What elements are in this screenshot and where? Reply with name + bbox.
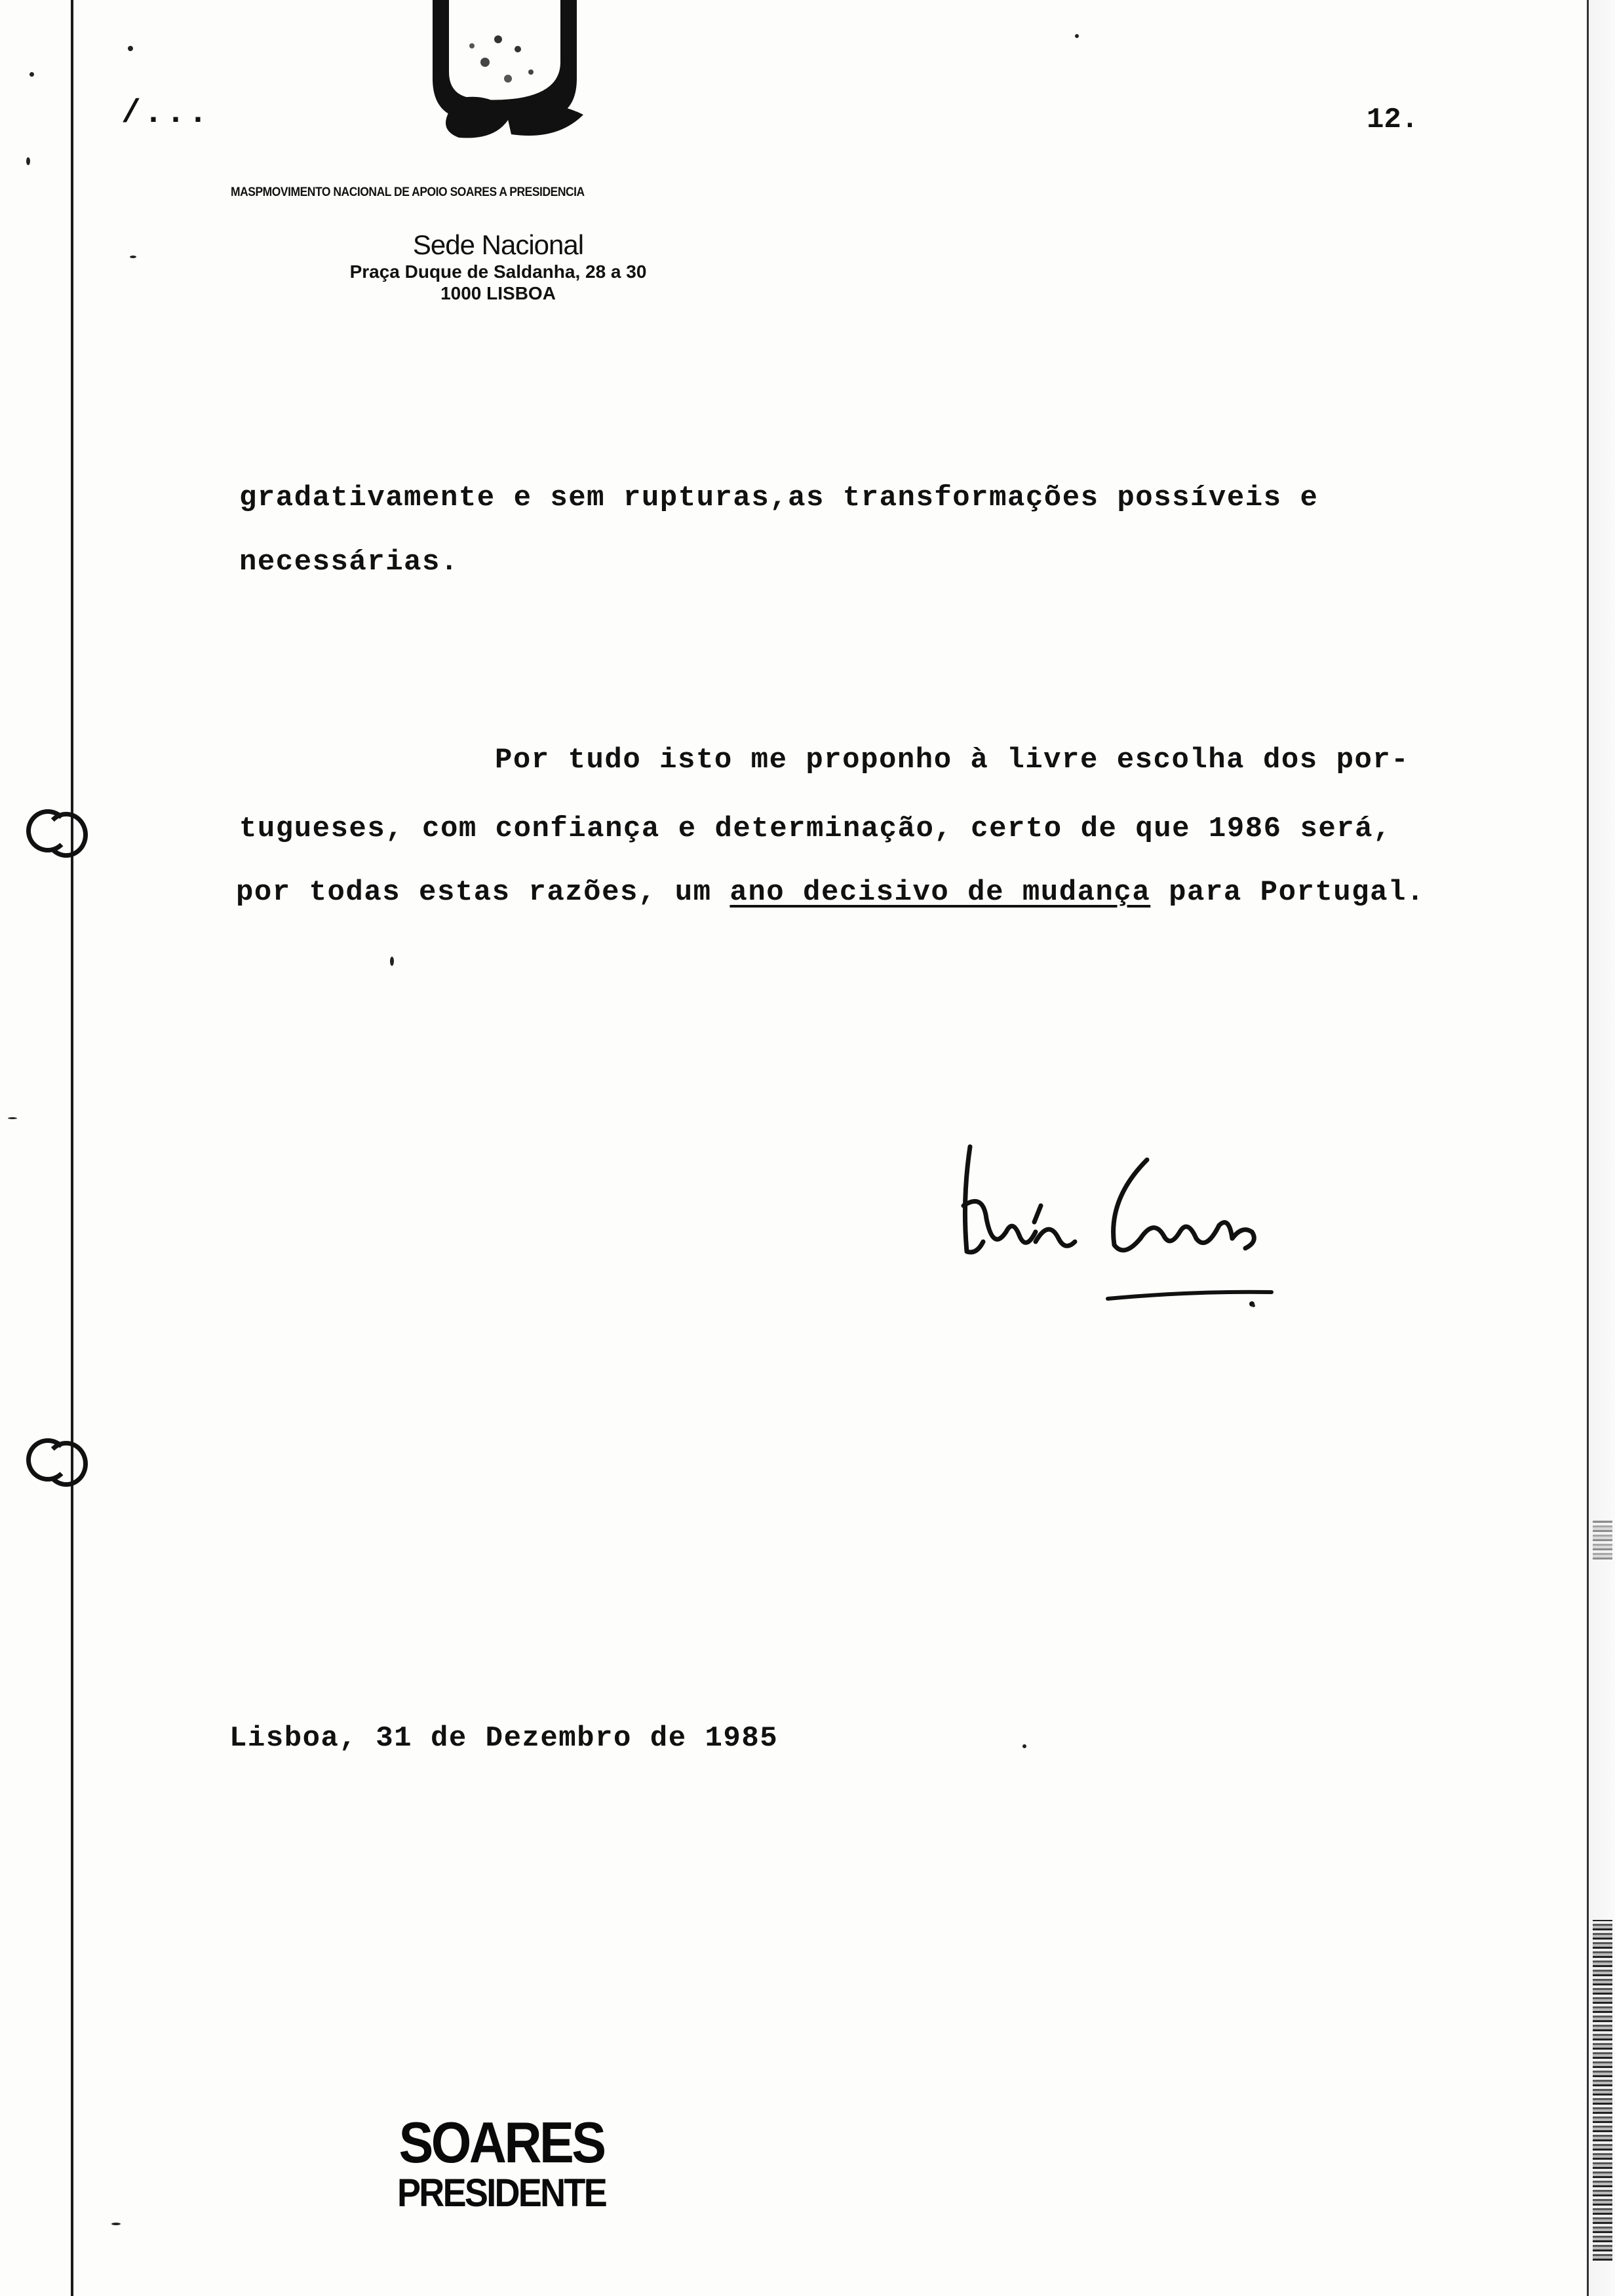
scan-speck bbox=[111, 2223, 121, 2225]
body-line: gradativamente e sem rupturas,as transformações possíveis e bbox=[239, 482, 1319, 514]
body-line: Por tudo isto me proponho à livre escolha dos por- bbox=[495, 744, 1410, 776]
scan-speck bbox=[1252, 1304, 1255, 1307]
scan-speck bbox=[390, 957, 394, 966]
body-text-segment: por todas estas razões, um bbox=[236, 876, 730, 909]
footer-line-presidente: PRESIDENTE bbox=[397, 2171, 606, 2215]
body-line bbox=[236, 876, 1425, 909]
scan-speck bbox=[1022, 1744, 1026, 1748]
scan-speck bbox=[26, 157, 30, 165]
flower-logo-icon bbox=[419, 0, 596, 154]
footer-campaign-logo bbox=[347, 2110, 655, 2215]
sede-address: Praça Duque de Saldanha, 28 a 30 bbox=[349, 261, 647, 282]
page-number: 12. bbox=[1367, 104, 1419, 136]
punch-hole-icon bbox=[26, 803, 87, 863]
scan-speck bbox=[128, 46, 133, 51]
scan-edge bbox=[1587, 0, 1615, 2296]
letterhead-address-block bbox=[302, 229, 695, 304]
sede-title: Sede Nacional bbox=[412, 229, 584, 260]
sede-city: 1000 LISBOA bbox=[440, 283, 556, 303]
body-line: necessárias. bbox=[239, 546, 459, 579]
dateline: Lisboa, 31 de Dezembro de 1985 bbox=[229, 1722, 779, 1755]
punch-hole-icon bbox=[26, 1432, 87, 1492]
scan-speck bbox=[29, 72, 34, 77]
scan-speck bbox=[130, 256, 136, 258]
body-text-segment: para Portugal. bbox=[1150, 876, 1425, 909]
organization-name: MASPMOVIMENTO NACIONAL DE APOIO SOARES A PRESIDENCIA bbox=[231, 185, 585, 199]
underlined-phrase: ano decisivo de mudança bbox=[730, 876, 1151, 909]
body-line: tugueses, com confiança e determinação, certo de que 1986 será, bbox=[239, 813, 1391, 845]
scan-speck bbox=[1075, 34, 1079, 38]
scan-speck bbox=[8, 1117, 17, 1119]
signature bbox=[944, 1127, 1285, 1324]
binding-line bbox=[71, 0, 73, 2296]
footer-line-soares: SOARES bbox=[399, 2110, 604, 2175]
continuation-marker: /... bbox=[121, 95, 211, 132]
